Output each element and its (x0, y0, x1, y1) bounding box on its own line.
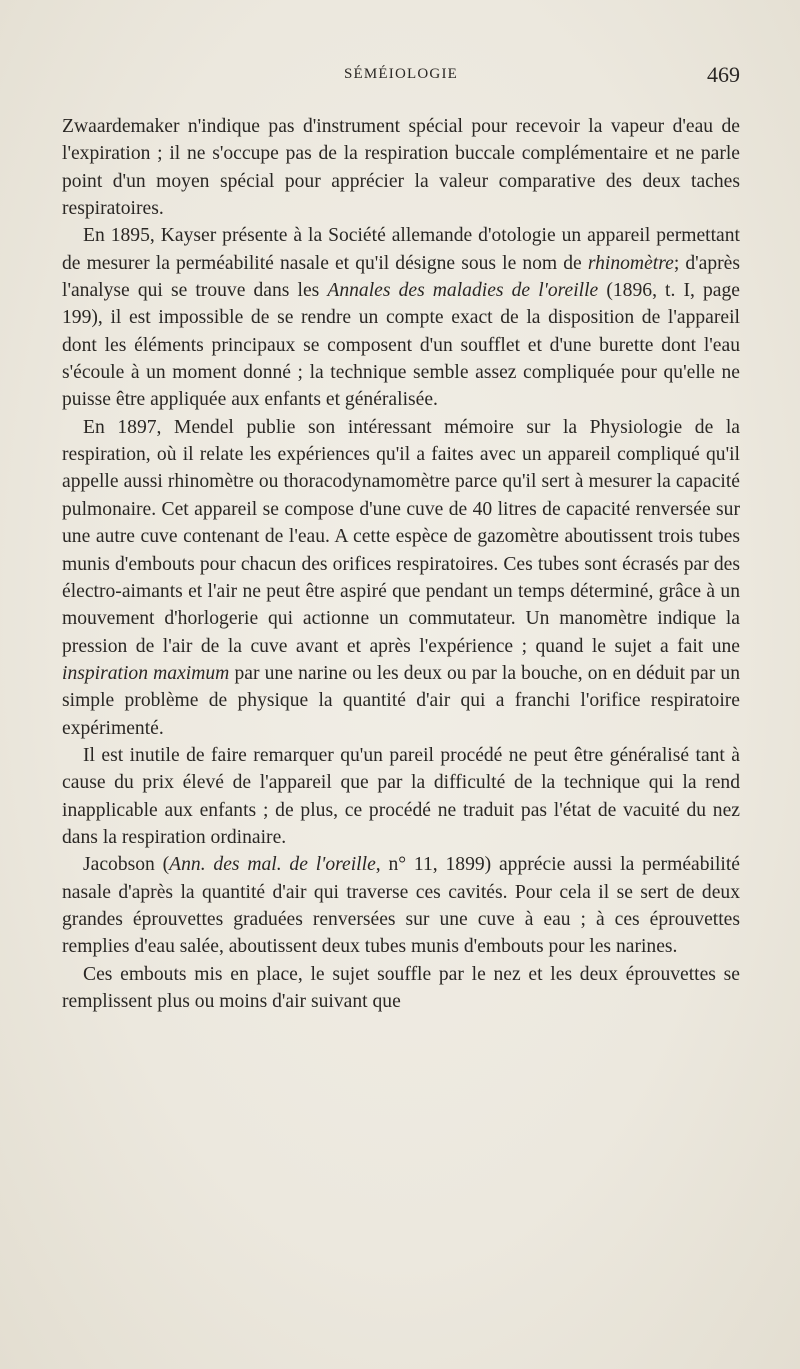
paragraph (62, 414, 740, 742)
text-segment: , n° 11, 1899) apprécie aussi la perméabilité nasale d'après la quantité d'air qui traverse ces cavités. Pour cela il se sert de deux grandes éprouvettes graduées renversées sur une cuve à eau ; à ces éprouvettes remplies d'eau salée, aboutissent deux tubes munis d'embouts pour les narines. (62, 854, 740, 958)
text-segment: (1896, t. I, page 199), il est impossible de se rendre un compte exact de la disposition de l'appareil dont les éléments principaux se composent d'un soufflet et d'une burette dont l'eau s'écoule à un moment donné ; la technique semble assez compliquée pour qu'elle ne puisse être appliquée aux enfants et généralisée. (62, 280, 740, 411)
text-segment: Jacobson ( (83, 854, 170, 876)
page-number: 469 (707, 62, 740, 87)
text-segment: Zwaardemaker n'indique pas d'instrument spécial pour recevoir la vapeur d'eau de l'expiration ; il ne s'occupe pas de la respiration buccale complémentaire et ne parle point d'un moyen spécial pour apprécier la valeur comparative des deux taches respiratoires. (62, 116, 740, 220)
paragraph (62, 222, 740, 413)
text-segment: par une narine ou les deux ou par la bouche, on en déduit par un simple problème de physique la quantité d'air qui a franchi l'orifice respiratoire expérimenté. (62, 662, 741, 739)
page-header (62, 62, 740, 96)
italic-segment: inspiration maximum (62, 662, 230, 684)
paragraph (62, 113, 740, 222)
italic-segment: rhinomètre (587, 252, 674, 274)
text-segment: En 1897, Mendel publie son intéressant mémoire sur la Physiologie de la respiration, où il relate les expériences qu'il a faites avec un appareil compliqué qu'il appelle aussi rhinomètre ou thoracodynamomètre parce qu'il sert à mesurer la capacité pulmonaire. Cet appareil se compose d'une cuve de 40 litres de capacité renversée sur une autre cuve contenant de l'eau. A cette espèce de gazomètre aboutissent trois tubes munis d'embouts pour chacun des orifices respiratoires. Ces tubes sont écrasés par des électro-aimants et l'air ne peut être aspiré que pendant un temps déterminé, grâce à un mouvement d'horlogerie qui actionne un commutateur. Un manomètre indique la pression de l'air de la cuve avant et après l'expérience ; quand le sujet a fait une (62, 416, 740, 657)
text-segment: Ces embouts mis en place, le sujet souffle par le nez et les deux éprouvettes se remplissent plus ou moins d'air suivant que (62, 963, 740, 1012)
paragraph (62, 961, 740, 1016)
running-title: SÉMÉIOLOGIE (343, 66, 459, 82)
paragraph (62, 742, 740, 851)
text-segment: ; d'après l'analyse qui se trouve dans les (62, 252, 740, 302)
italic-segment: Annales des maladies de l'oreille (327, 280, 599, 302)
text-segment: En 1895, Kayser présente à la Société allemande d'otologie un appareil permettant de mesurer la perméabilité nasale et qu'il désigne sous le nom de (62, 225, 740, 274)
italic-segment: Ann. des mal. de l'oreille (169, 854, 376, 876)
body-text (62, 113, 740, 1015)
paragraph (62, 851, 740, 960)
text-segment: Il est inutile de faire remarquer qu'un pareil procédé ne peut être généralisé tant à cause du prix élevé de l'appareil que par la difficulté de la technique qui la rend inapplicable aux enfants ; de plus, ce procédé ne traduit pas l'état de vacuité du nez dans la respiration ordinaire. (62, 744, 740, 848)
